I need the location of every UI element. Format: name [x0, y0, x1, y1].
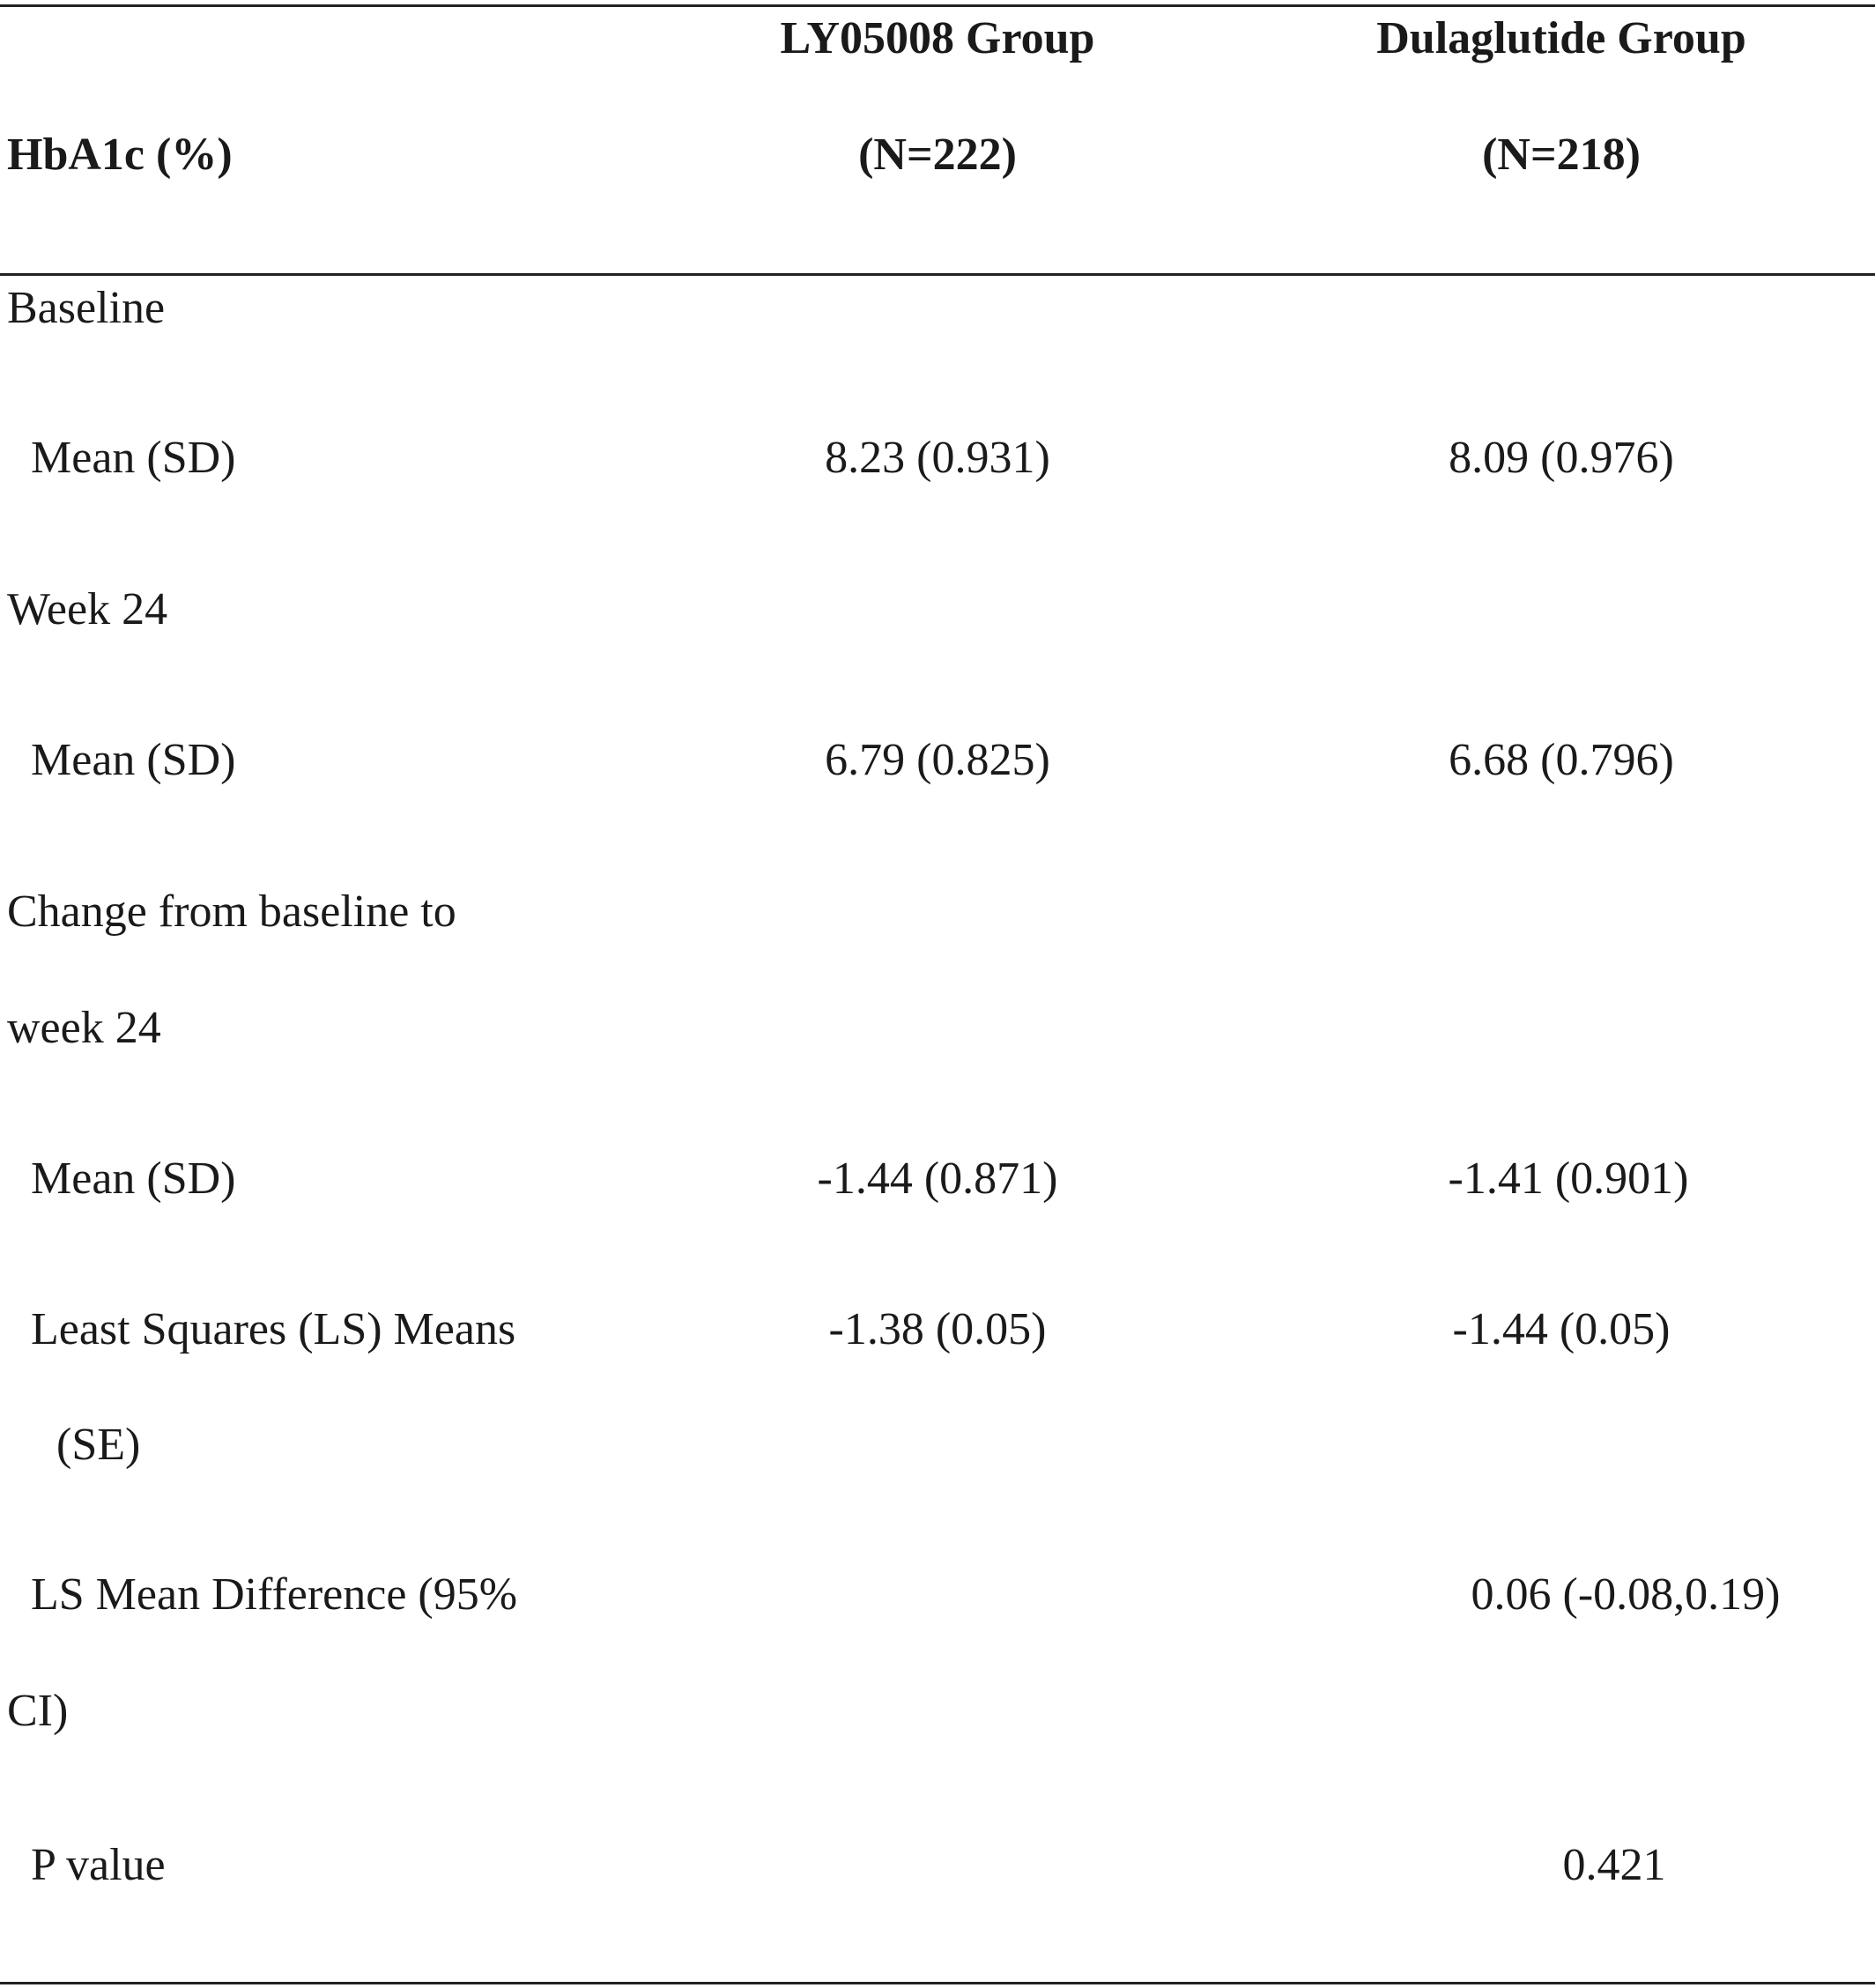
bottom-rule [0, 1982, 1875, 1984]
week24-mean-ly05008: 6.79 (0.825) [825, 735, 1050, 785]
change-mean-label: Mean (SD) [31, 1153, 236, 1204]
ls-means-label-line2: (SE) [56, 1420, 141, 1470]
top-rule [0, 4, 1875, 7]
col-header-dulaglutide-n: (N=218) [1482, 130, 1641, 180]
ls-diff-label-line1: LS Mean Difference (95% [31, 1569, 518, 1620]
change-mean-dulaglutide: -1.41 (0.901) [1448, 1153, 1689, 1204]
section-change-line2: week 24 [7, 1003, 161, 1053]
ls-means-label-line1: Least Squares (LS) Means [31, 1304, 516, 1354]
week24-mean-dulaglutide: 6.68 (0.796) [1449, 735, 1674, 785]
col-header-ly05008-name: LY05008 Group [780, 13, 1095, 63]
section-week24: Week 24 [7, 584, 168, 634]
ls-means-dulaglutide: -1.44 (0.05) [1452, 1304, 1671, 1354]
section-baseline: Baseline [7, 283, 166, 333]
ls-diff-value: 0.06 (-0.08,0.19) [1471, 1569, 1781, 1620]
change-mean-ly05008: -1.44 (0.871) [817, 1153, 1058, 1204]
header-rule [0, 273, 1875, 276]
p-value: 0.421 [1562, 1840, 1666, 1890]
ls-means-ly05008: -1.38 (0.05) [828, 1304, 1047, 1354]
ls-diff-label-line2: CI) [7, 1686, 69, 1736]
baseline-mean-label: Mean (SD) [31, 433, 236, 483]
section-change-line1: Change from baseline to [7, 886, 456, 937]
p-value-label: P value [31, 1840, 166, 1890]
row-header-hba1c: HbA1c (%) [7, 130, 233, 180]
week24-mean-label: Mean (SD) [31, 735, 236, 785]
baseline-mean-dulaglutide: 8.09 (0.976) [1449, 433, 1674, 483]
baseline-mean-ly05008: 8.23 (0.931) [825, 433, 1050, 483]
col-header-ly05008-n: (N=222) [858, 130, 1017, 180]
col-header-dulaglutide-name: Dulaglutide Group [1376, 13, 1746, 63]
